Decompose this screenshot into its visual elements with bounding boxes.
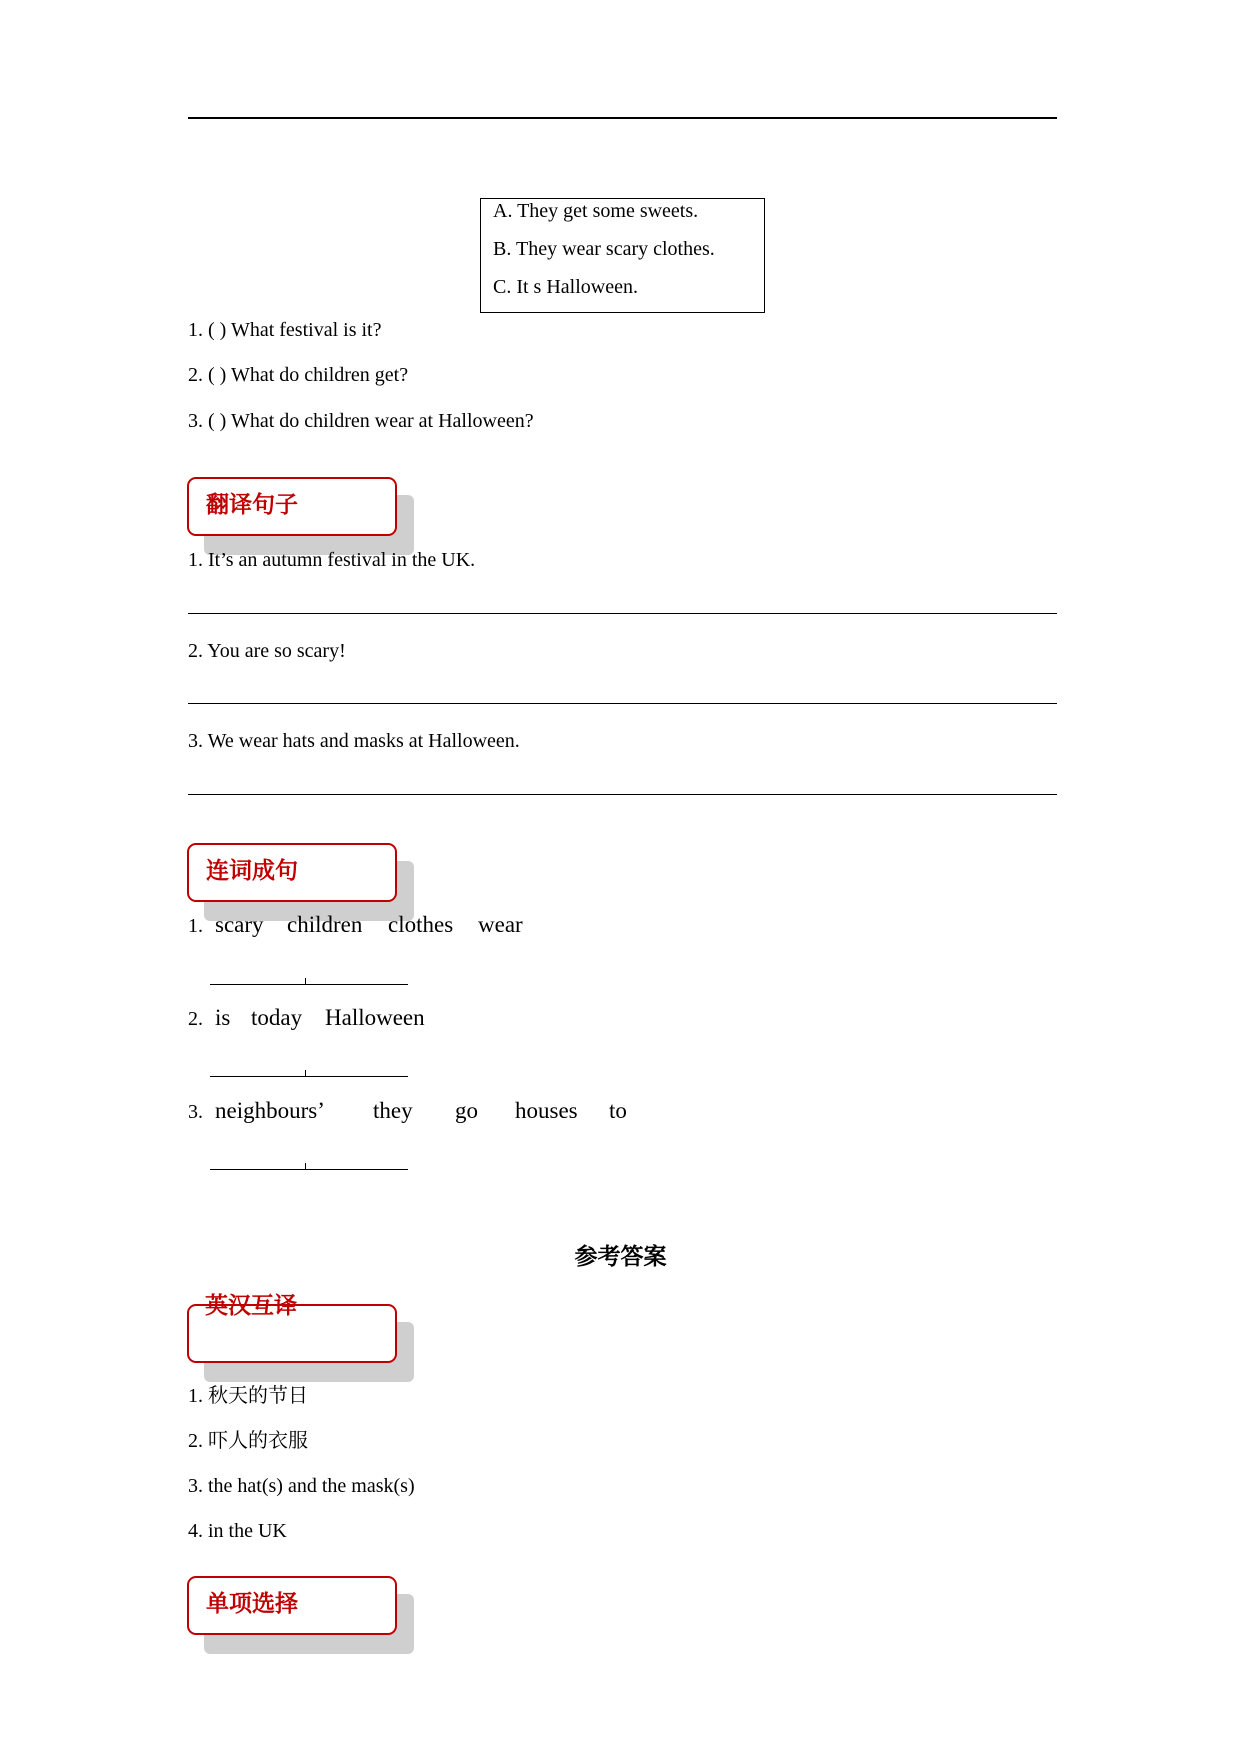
order-word: houses (515, 1098, 578, 1123)
order-word: they (373, 1098, 413, 1123)
answer-key-heading: 参考答案 (574, 1244, 667, 1270)
answer-line-3 (188, 794, 1057, 795)
matching-question-3: 3. ( ) What do children wear at Halloween? (188, 410, 534, 432)
option-c: C. It s Halloween. (493, 276, 638, 298)
section-title: 连词成句 (206, 858, 298, 884)
option-a: A. They get some sweets. (493, 200, 699, 222)
section-word-order (187, 843, 414, 905)
option-b: B. They wear scary clothes. (493, 238, 715, 260)
order-item-number-3: 3. (188, 1101, 203, 1123)
order-word: wear (478, 912, 523, 937)
section-title: 英汉互译 (205, 1293, 297, 1319)
order-item-number-1: 1. (188, 915, 203, 937)
order-word: today (251, 1005, 303, 1030)
section-title: 单项选择 (206, 1591, 298, 1617)
vocab-answer-3: 3. the hat(s) and the mask(s) (188, 1475, 415, 1497)
write-line-3 (210, 1169, 408, 1170)
write-line-tick (305, 1070, 306, 1076)
section-single-choice (187, 1576, 414, 1638)
answer-line-2 (188, 703, 1057, 704)
translate-sentence-3: 3. We wear hats and masks at Halloween. (188, 730, 520, 752)
vocab-answer-4: 4. in the UK (188, 1520, 287, 1542)
order-word: go (455, 1098, 478, 1123)
order-word: scary (215, 912, 264, 937)
vocab-answer-2: 2. 吓人的衣服 (188, 1430, 308, 1452)
order-word: is (215, 1005, 231, 1030)
translate-sentence-2: 2. You are so scary! (188, 640, 346, 662)
order-word: Halloween (325, 1005, 425, 1030)
answer-options-box (480, 198, 765, 313)
answer-line-1 (188, 613, 1057, 614)
section-translate-sentences (187, 477, 414, 539)
write-line-2 (210, 1076, 408, 1077)
order-word: to (609, 1098, 627, 1123)
matching-question-1: 1. ( ) What festival is it? (188, 319, 382, 341)
header-rule (188, 117, 1057, 119)
translate-sentence-1: 1. It’s an autumn festival in the UK. (188, 549, 476, 571)
write-line-tick (305, 978, 306, 984)
vocab-answer-1: 1. 秋天的节日 (188, 1385, 308, 1407)
order-word: children (287, 912, 363, 937)
write-line-1 (210, 984, 408, 985)
order-word: neighbours’ (215, 1098, 325, 1123)
matching-question-2: 2. ( ) What do children get? (188, 364, 409, 386)
order-word: clothes (388, 912, 454, 937)
section-title: 翻译句子 (206, 492, 298, 518)
write-line-tick (305, 1163, 306, 1169)
order-item-number-2: 2. (188, 1008, 203, 1030)
